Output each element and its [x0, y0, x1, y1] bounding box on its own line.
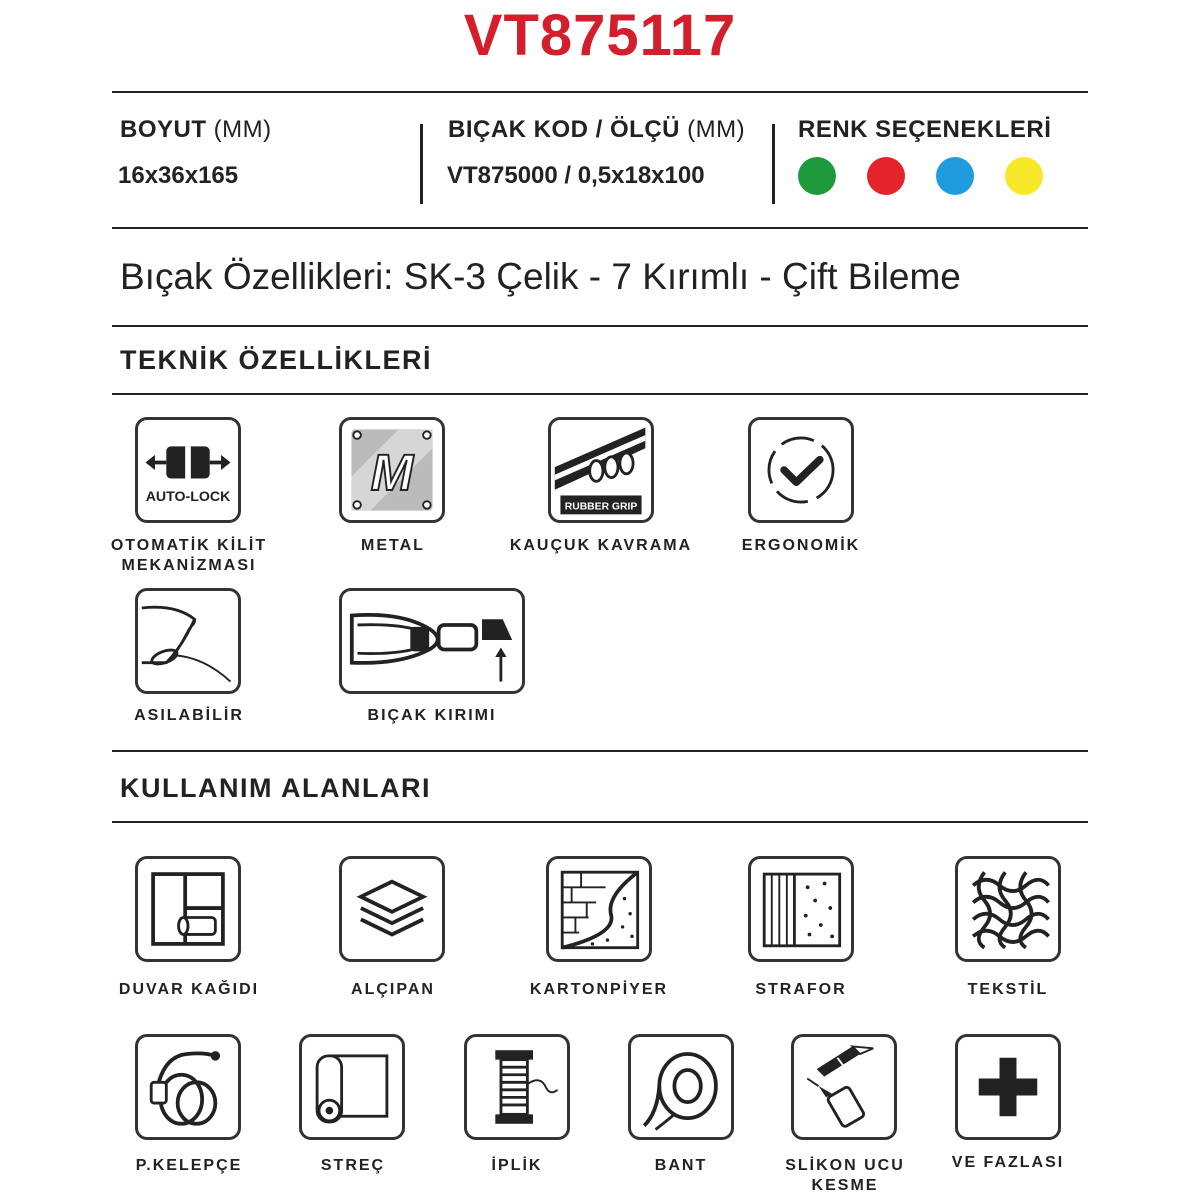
plus-icon	[955, 1034, 1061, 1140]
styrofoam-icon	[748, 856, 854, 962]
caption-cable-tie: P.KELEPÇE	[135, 1157, 243, 1174]
metal-icon	[339, 417, 445, 523]
blade-snap-icon	[339, 588, 525, 694]
tape-icon	[628, 1034, 734, 1140]
blade-features: Bıçak Özellikleri: SK-3 Çelik - 7 Kırımlı - Çift Bileme	[120, 256, 961, 297]
technical-heading: TEKNİK ÖZELLİKLERİ	[120, 345, 432, 375]
svg-text:AUTO-LOCK: AUTO-LOCK	[145, 488, 231, 505]
color-swatch-blue	[936, 157, 974, 195]
caption-silicone-tip: SLİKON UCU KESME	[785, 1157, 905, 1194]
product-code: VT875117	[463, 3, 737, 68]
color-swatch-yellow	[1005, 157, 1043, 195]
size-label: BOYUT (MM)	[120, 116, 272, 143]
drywall-icon	[339, 856, 445, 962]
auto-lock-icon	[135, 417, 241, 523]
color-swatch-red	[867, 157, 905, 195]
blade-label: BIÇAK KOD / ÖLÇÜ (MM)	[448, 116, 746, 143]
caption-blade-snap: BIÇAK KIRIMI	[367, 707, 497, 724]
silicone-tip-icon	[791, 1034, 897, 1140]
caption-rubber-grip: KAUÇUK KAVRAMA	[509, 537, 693, 554]
textile-icon	[955, 856, 1061, 962]
svg-text:RUBBER GRIP: RUBBER GRIP	[564, 501, 638, 513]
color-swatch-green	[798, 157, 836, 195]
divider	[112, 325, 1088, 327]
caption-drywall: ALÇIPAN	[351, 981, 435, 998]
cable-tie-icon	[135, 1034, 241, 1140]
wallpaper-icon	[135, 856, 241, 962]
divider	[112, 91, 1088, 93]
caption-hangable: ASILABİLİR	[134, 707, 244, 724]
usage-heading: KULLANIM ALANLARI	[120, 773, 431, 803]
caption-thread: İPLİK	[491, 1157, 543, 1174]
svg-text:M: M	[370, 443, 414, 501]
divider	[772, 124, 775, 204]
caption-textile: TEKSTİL	[967, 981, 1049, 998]
caption-cardboard-plaster: KARTONPİYER	[529, 981, 669, 998]
stretch-film-icon	[299, 1034, 405, 1140]
caption-ergonomic: ERGONOMİK	[741, 537, 861, 554]
size-value: 16x36x165	[118, 162, 239, 189]
caption-more: VE FAZLASI	[951, 1154, 1065, 1171]
blade-value: VT875000 / 0,5x18x100	[447, 162, 705, 189]
caption-styrofoam: STRAFOR	[755, 981, 847, 998]
caption-auto-lock: OTOMATİK KİLİT MEKANİZMASI	[110, 537, 268, 574]
caption-tape: BANT	[654, 1157, 708, 1174]
divider	[112, 821, 1088, 823]
caption-metal: METAL	[361, 537, 425, 554]
divider	[112, 393, 1088, 395]
divider	[112, 750, 1088, 752]
caption-stretch-film: STREÇ	[320, 1157, 386, 1174]
cardboard-plaster-icon	[546, 856, 652, 962]
thread-icon	[464, 1034, 570, 1140]
hangable-icon	[135, 588, 241, 694]
color-options-label: RENK SEÇENEKLERİ	[798, 116, 1052, 143]
rubber-grip-icon	[548, 417, 654, 523]
caption-wallpaper: DUVAR KAĞIDI	[118, 981, 260, 998]
divider	[420, 124, 423, 204]
ergonomic-icon	[748, 417, 854, 523]
divider	[112, 227, 1088, 229]
